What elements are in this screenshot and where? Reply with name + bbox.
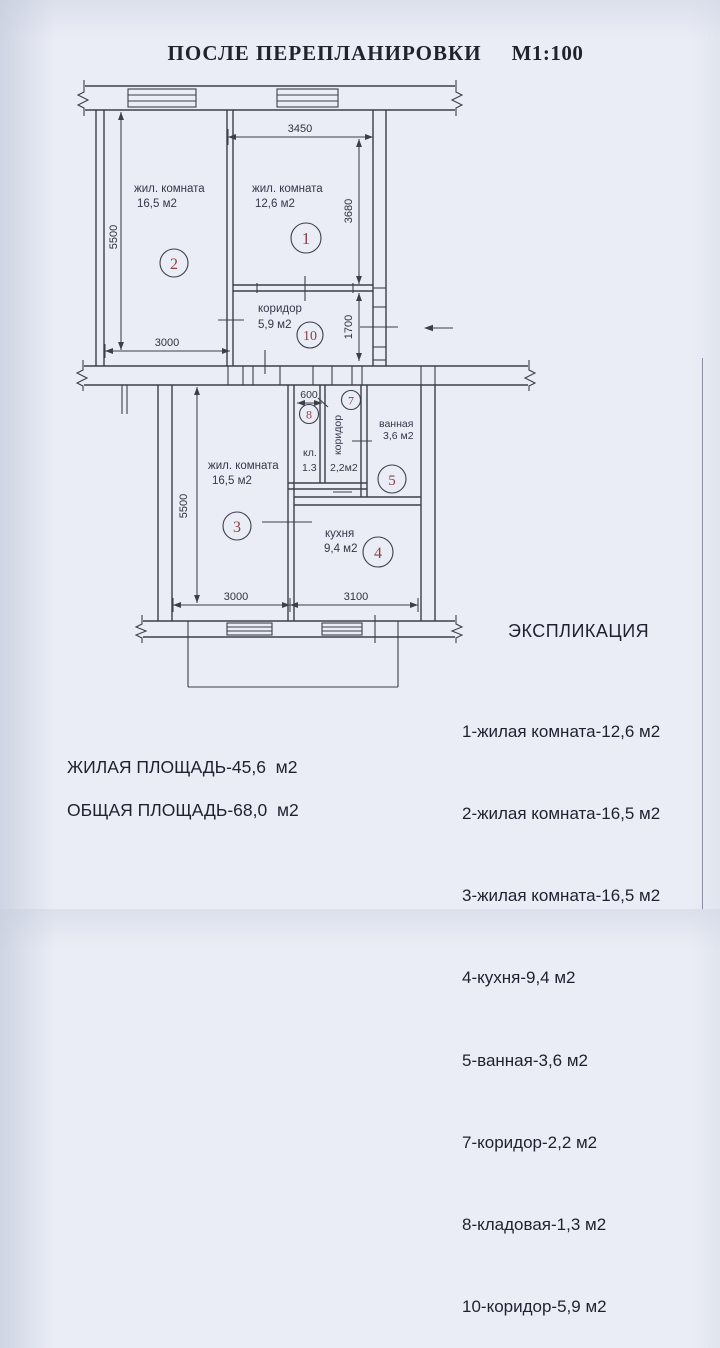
upper-plan (78, 80, 462, 374)
room1-label: жил. комната (252, 183, 323, 195)
lower-exterior-wall (136, 615, 462, 643)
dim-3450: 3450 (287, 123, 313, 135)
closet-area: 1.3 (302, 462, 317, 474)
corridor10-label: коридор (258, 303, 302, 315)
upper-walls (96, 110, 453, 374)
bathroom-area: 3,6 м2 (383, 430, 414, 442)
bathroom-label: ванная (379, 418, 414, 430)
kitchen-area: 9,4 м2 (324, 543, 358, 555)
corridor7-area: 2,2м2 (330, 462, 358, 474)
title-scale: М1:100 (511, 41, 584, 65)
window-icon (322, 623, 362, 635)
window-icon (277, 89, 338, 107)
upper-dimensions (105, 112, 373, 361)
legend-item: 7-коридор-2,2 м2 (462, 1132, 598, 1152)
dim-5500-upper: 5500 (108, 224, 120, 250)
dim-5500-lower: 5500 (178, 493, 190, 519)
title-text: ПОСЛЕ ПЕРЕПЛАНИРОВКИ (167, 41, 482, 65)
corridor7-number-badge (342, 391, 361, 410)
wall-break-icon (452, 615, 462, 643)
legend-item: 1-жилая комната-12,6 м2 (462, 721, 661, 741)
balcony-outline (188, 637, 398, 687)
legend-title: ЭКСПЛИКАЦИЯ (508, 621, 650, 641)
room2-number-badge (160, 249, 188, 277)
room2-area: 16,5 м2 (137, 198, 177, 210)
legend-item: 5-ванная-3,6 м2 (462, 1050, 589, 1070)
closet-number-badge (300, 405, 319, 424)
svg-text:5: 5 (388, 473, 396, 489)
dim-600: 600 (300, 389, 318, 401)
svg-text:1: 1 (301, 229, 311, 248)
svg-text:4: 4 (374, 545, 382, 562)
kitchen-number-badge (363, 537, 393, 567)
upper-exterior-wall (78, 80, 462, 116)
closet-label: кл. (303, 447, 317, 459)
dim-3000-upper: 3000 (154, 337, 180, 349)
corridor10-number-badge (297, 322, 323, 348)
overall-area-total: ОБЩАЯ ПЛОЩАДЬ-68,0 м2 (67, 800, 299, 820)
living-area-total: ЖИЛАЯ ПЛОЩАДЬ-45,6 м2 (67, 757, 298, 777)
legend-list (462, 663, 712, 1348)
room3-area: 16,5 м2 (212, 475, 252, 487)
room3-number-badge (223, 512, 251, 540)
legend-item: 3-жилая комната-16,5 м2 (462, 886, 661, 906)
legend-item: 8-кладовая-1,3 м2 (462, 1215, 607, 1235)
room1-number-badge (291, 223, 321, 253)
room1-area: 12,6 м2 (255, 198, 295, 210)
legend-item: 4-кухня-9,4 м2 (462, 968, 576, 988)
wall-break-icon (525, 360, 535, 391)
room3-label: жил. комната (208, 460, 279, 472)
svg-text:7: 7 (348, 393, 354, 408)
svg-text:3: 3 (233, 519, 241, 536)
dim-3000-lower: 3000 (223, 591, 249, 603)
window-icon (128, 89, 196, 107)
svg-text:2: 2 (170, 256, 178, 273)
room2-label: жил. комната (134, 183, 205, 195)
bathroom-number-badge (378, 465, 406, 493)
middle-wall-band (77, 360, 535, 414)
lower-plan (136, 385, 462, 687)
wall-break-icon (136, 615, 146, 643)
entrance-arrow-icon (424, 325, 453, 331)
legend-item: 10-коридор-5,9 м2 (462, 1297, 607, 1317)
svg-text:8: 8 (306, 407, 312, 422)
dim-1700: 1700 (343, 314, 355, 340)
corridor10-area: 5,9 м2 (258, 319, 292, 331)
window-icon (227, 623, 272, 635)
wall-break-icon (77, 360, 87, 391)
dim-3680: 3680 (343, 198, 355, 224)
legend-item: 2-жилая комната-16,5 м2 (462, 804, 661, 824)
corridor7-label: коридор (332, 414, 344, 456)
kitchen-label: кухня (325, 528, 355, 540)
svg-text:10: 10 (303, 329, 317, 344)
dim-3100: 3100 (343, 591, 369, 603)
